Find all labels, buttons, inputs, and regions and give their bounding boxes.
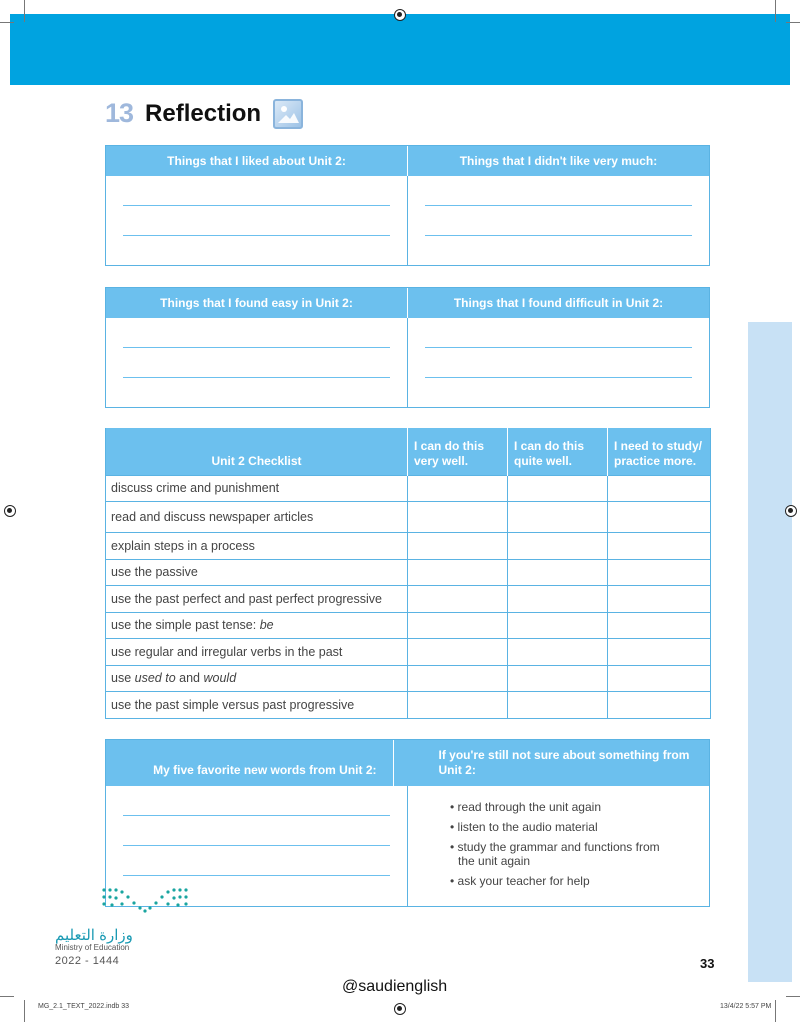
- ministry-year: 2022 - 1444: [55, 955, 120, 967]
- writing-line: [123, 347, 390, 348]
- unit-checklist-table: [105, 428, 711, 719]
- table-row: [106, 692, 711, 719]
- crop-mark: [775, 0, 776, 22]
- liked-disliked-box: [105, 145, 710, 266]
- checkbox-cell[interactable]: [508, 475, 608, 502]
- table-row: [106, 533, 711, 560]
- checklist-item: explain steps in a process: [106, 533, 408, 560]
- item-italic-text: would: [203, 671, 237, 686]
- ministry-arabic-name: وزارة التعليم: [55, 927, 133, 944]
- checkbox-cell[interactable]: [408, 559, 508, 586]
- writing-line: [425, 377, 692, 378]
- checklist-item: discuss crime and punishment: [106, 475, 408, 502]
- checkbox-cell[interactable]: [408, 692, 508, 719]
- checkbox-cell[interactable]: [408, 533, 508, 560]
- checkbox-cell[interactable]: [508, 665, 608, 692]
- writing-line: [123, 205, 390, 206]
- crop-mark: [0, 996, 14, 997]
- checkbox-cell[interactable]: [408, 665, 508, 692]
- section-number: 13: [105, 98, 134, 128]
- section-title: Reflection: [145, 99, 262, 127]
- column-need-study-header: I need to study/ practice more.: [608, 428, 711, 475]
- checklist-item: use the past perfect and past perfect progressive: [106, 586, 408, 613]
- checkbox-cell[interactable]: [508, 586, 608, 613]
- list-item: • study the grammar and functions from the unit again: [450, 840, 670, 868]
- checkbox-cell[interactable]: [508, 502, 608, 533]
- favorite-words-box: [105, 739, 710, 907]
- item-text: and: [179, 671, 200, 686]
- writing-line: [123, 875, 390, 876]
- checkbox-cell[interactable]: [508, 692, 608, 719]
- checklist-item: use the past simple versus past progressive: [106, 692, 408, 719]
- checkbox-cell[interactable]: [408, 639, 508, 666]
- crop-mark: [24, 1000, 25, 1022]
- checkbox-cell[interactable]: [608, 665, 711, 692]
- checkbox-cell[interactable]: [608, 559, 711, 586]
- easy-difficult-box: [105, 287, 710, 408]
- crop-mark: [786, 22, 800, 23]
- writing-line: [425, 205, 692, 206]
- tips-area: [407, 786, 709, 906]
- list-item: • read through the unit again: [450, 800, 709, 814]
- item-italic-text: used to: [134, 671, 176, 686]
- writing-line: [425, 235, 692, 236]
- checklist-item: use regular and irregular verbs in the past: [106, 639, 408, 666]
- checklist-header: Unit 2 Checklist: [106, 428, 408, 475]
- easy-header: Things that I found easy in Unit 2:: [160, 296, 353, 310]
- ministry-logo-icon: [100, 886, 190, 914]
- list-item: • listen to the audio material: [450, 820, 709, 834]
- tips-list: [408, 786, 709, 888]
- list-item: • ask your teacher for help: [450, 874, 709, 888]
- side-color-strip: [748, 322, 792, 982]
- ministry-english-name: Ministry of Education: [55, 943, 130, 952]
- table-row: [106, 639, 711, 666]
- liked-answer-area[interactable]: [106, 176, 407, 265]
- checkbox-cell[interactable]: [608, 639, 711, 666]
- checkbox-cell[interactable]: [608, 502, 711, 533]
- column-very-well-header: I can do this very well.: [408, 428, 508, 475]
- checklist-item: [106, 612, 408, 639]
- checkbox-cell[interactable]: [408, 475, 508, 502]
- registration-mark-icon: [785, 505, 797, 517]
- checklist-item: [106, 665, 408, 692]
- checkbox-cell[interactable]: [408, 586, 508, 613]
- checkbox-cell[interactable]: [608, 586, 711, 613]
- writing-line: [123, 815, 390, 816]
- checkbox-cell[interactable]: [508, 559, 608, 586]
- reflection-picture-icon: [273, 99, 303, 129]
- registration-mark-icon: [394, 1003, 406, 1015]
- writing-line: [123, 845, 390, 846]
- disliked-answer-area[interactable]: [407, 176, 709, 265]
- crop-mark: [786, 996, 800, 997]
- table-row: [106, 475, 711, 502]
- crop-mark: [0, 22, 14, 23]
- registration-mark-icon: [4, 505, 16, 517]
- page-number: 33: [700, 956, 715, 971]
- checkbox-cell[interactable]: [508, 533, 608, 560]
- checkbox-cell[interactable]: [608, 692, 711, 719]
- table-row: [106, 586, 711, 613]
- print-slug-file: MG_2.1_TEXT_2022.indb 33: [38, 1003, 130, 1010]
- easy-answer-area[interactable]: [106, 318, 407, 407]
- table-row: [106, 559, 711, 586]
- crop-mark: [775, 1000, 776, 1022]
- item-text: use the simple past tense:: [111, 618, 257, 633]
- checklist-item: use the passive: [106, 559, 408, 586]
- crop-mark: [24, 0, 25, 22]
- disliked-header: Things that I didn't like very much:: [407, 146, 709, 176]
- favorite-words-header: My five favorite new words from Unit 2:: [153, 763, 377, 777]
- checkbox-cell[interactable]: [408, 612, 508, 639]
- table-row: [106, 612, 711, 639]
- checkbox-cell[interactable]: [608, 475, 711, 502]
- not-sure-header: If you're still not sure about something from Unit 2:: [393, 740, 710, 786]
- writing-line: [123, 235, 390, 236]
- print-slug-date: 13/4/22 5:57 PM: [720, 1003, 772, 1010]
- checklist-item: read and discuss newspaper articles: [106, 502, 408, 533]
- section-heading: [105, 98, 303, 129]
- liked-header: Things that I liked about Unit 2:: [167, 154, 346, 168]
- table-row: [106, 665, 711, 692]
- registration-mark-icon: [394, 9, 406, 21]
- writing-line: [123, 377, 390, 378]
- item-text: use: [111, 671, 132, 686]
- checkbox-cell[interactable]: [608, 612, 711, 639]
- watermark-handle: @saudienglish: [342, 978, 448, 995]
- table-row: [106, 502, 711, 533]
- item-italic-text: be: [259, 618, 274, 633]
- difficult-header: Things that I found difficult in Unit 2:: [407, 288, 709, 318]
- checkbox-cell[interactable]: [408, 502, 508, 533]
- checkbox-cell[interactable]: [508, 612, 608, 639]
- column-quite-well-header: I can do this quite well.: [508, 428, 608, 475]
- checkbox-cell[interactable]: [608, 533, 711, 560]
- checkbox-cell[interactable]: [508, 639, 608, 666]
- difficult-answer-area[interactable]: [407, 318, 709, 407]
- writing-line: [425, 347, 692, 348]
- top-color-band: [10, 14, 790, 85]
